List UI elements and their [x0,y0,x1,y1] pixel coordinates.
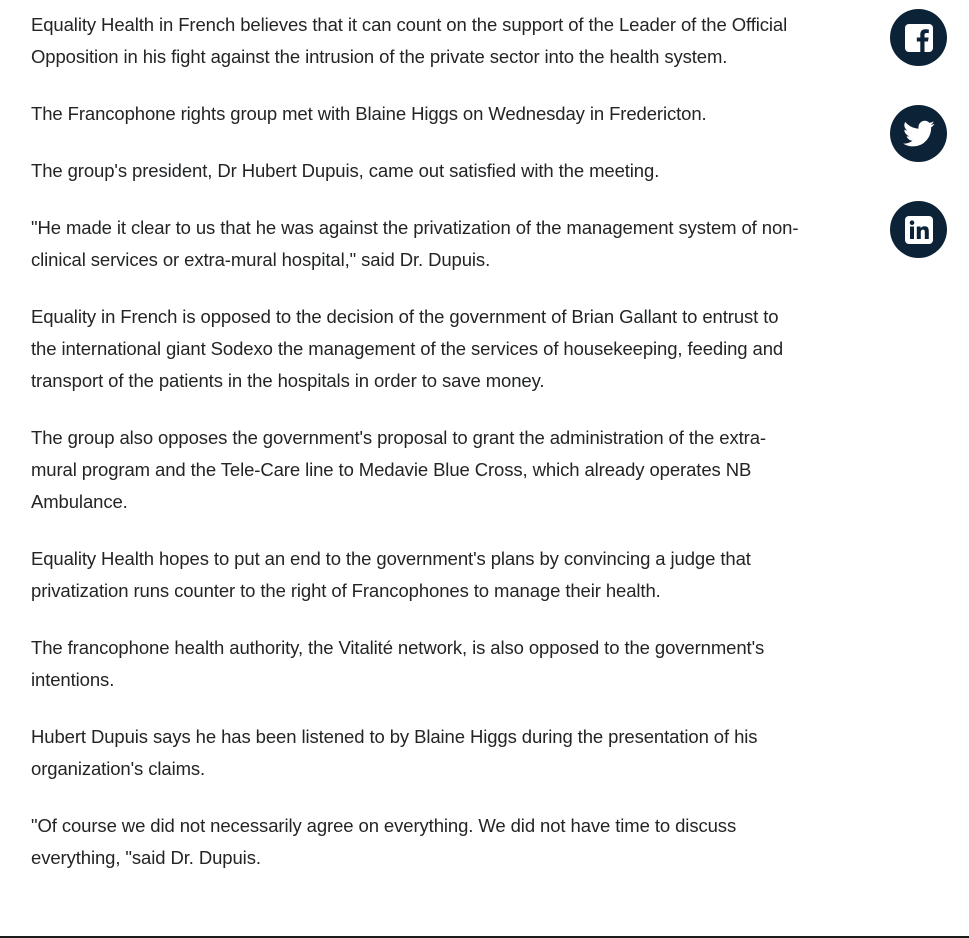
article-paragraph: "He made it clear to us that he was against the privatization of the management system of non-clinical services or extra-mural hospital," said Dr. Dupuis. [31,217,799,270]
article-paragraph: The group's president, Dr Hubert Dupuis, came out satisfied with the meeting. [31,160,660,181]
linkedin-share-button[interactable] [890,201,947,258]
article-paragraph: Equality Health hopes to put an end to the government's plans by convincing a judge that privatization runs counter to the right of Francophones to manage their health. [31,548,751,601]
share-bar [890,9,948,297]
twitter-icon [903,120,935,147]
article-paragraph: The francophone health authority, the Vitalité network, is also opposed to the government's intentions. [31,637,765,690]
article-paragraph: The group also opposes the government's proposal to grant the administration of the extra-mural program and the Tele-Care line to Medavie Blue Cross, which already operates NB Ambulance. [31,427,766,512]
article-paragraph: "Of course we did not necessarily agree on everything. We did not have time to discuss everything, "said Dr. Dupuis. [31,815,737,868]
article-paragraph: Equality in French is opposed to the decision of the government of Brian Gallant to entrust to the international giant Sodexo the management of the services of housekeeping, feeding and transport of the patients in the hospitals in order to save money. [31,306,784,391]
article-body [31,9,799,899]
linkedin-icon [904,215,934,245]
article-paragraph: Hubert Dupuis says he has been listened to by Blaine Higgs during the presentation of his organization's claims. [31,726,758,779]
article-paragraph: The Francophone rights group met with Blaine Higgs on Wednesday in Fredericton. [31,103,707,124]
twitter-share-button[interactable] [890,105,947,162]
facebook-share-button[interactable] [890,9,947,66]
facebook-icon [904,23,934,53]
article-paragraph: Equality Health in French believes that it can count on the support of the Leader of the Official Opposition in his fight against the intrusion of the private sector into the health system. [31,14,788,67]
